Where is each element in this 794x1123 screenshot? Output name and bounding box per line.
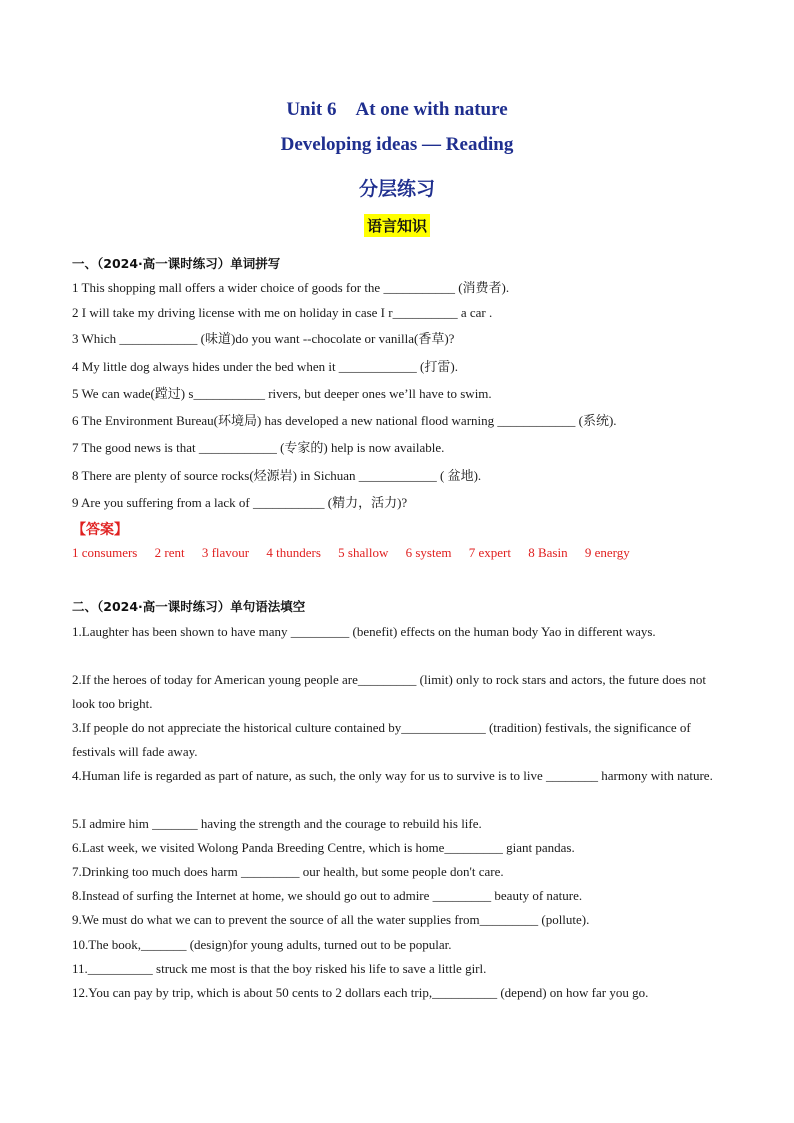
s2-item-5: 5.I admire him _______ having the strength and the courage to rebuild his life.: [72, 816, 482, 831]
s2-item-12: 12.You can pay by trip, which is about 50 cents to 2 dollars each trip,__________ (depend) on how far you go.: [72, 985, 649, 1000]
section2-heading: 二、（2024·高一课时练习）单句语法填空: [72, 599, 306, 614]
exercise-title: 分层练习: [358, 178, 435, 200]
s2-item-7: 7.Drinking too much does harm _________ our health, but some people don't care.: [72, 864, 504, 879]
answer-item: 1 consumers: [72, 545, 138, 560]
s1-item-3: 3 Which ____________ (味道)do you want --chocolate or vanilla(香草)?: [72, 331, 455, 346]
answer-item: 3 flavour: [201, 545, 250, 560]
s1-item-8: 8 There are plenty of source rocks(烃源岩) in Sichuan ____________ ( 盆地).: [72, 468, 482, 483]
answer-item: 4 thunders: [266, 545, 321, 560]
s2-item-11: 11.__________ struck me most is that the boy risked his life to save a little girl.: [72, 961, 487, 976]
unit-title: Unit 6 At one with nature: [286, 99, 508, 120]
s2-item-1: 1.Laughter has been shown to have many _________ (benefit) effects on the human body Yao in different ways.: [72, 624, 656, 639]
lesson-title: Developing ideas — Reading: [280, 134, 514, 155]
language-knowledge-tag: 语言知识: [364, 214, 430, 237]
section1-heading: 一、（2024·高一课时练习）单词拼写: [72, 256, 281, 271]
answer-item: 2 rent: [154, 545, 185, 560]
answer-list: [72, 545, 644, 561]
s1-item-7: 7 The good news is that ____________ (专家的) help is now available.: [72, 440, 445, 455]
s2-item-4: 4.Human life is regarded as part of nature, as such, the only way for us to survive is to live ________ harmony with nature.: [72, 768, 713, 783]
answer-item: 7 expert: [468, 545, 511, 560]
s1-item-9: 9 Are you suffering from a lack of ___________ (精力，活力)?: [72, 495, 408, 510]
s2-item-8: 8.Instead of surfing the Internet at home, we should go out to admire _________ beauty of nature.: [72, 888, 583, 903]
s1-item-2: 2 I will take my driving license with me on holiday in case I r__________ a car .: [72, 305, 493, 320]
s2-item-3: 3.If people do not appreciate the historical culture contained by_____________ (tradition) festivals, the significance of festivals will fade away.: [72, 720, 691, 759]
s2-item-2: 2.If the heroes of today for American young people are_________ (limit) only to rock stars and actors, the future does not look too bright.: [72, 672, 706, 711]
s1-item-5: 5 We can wade(蹚过) s___________ rivers, but deeper ones we’ll have to swim.: [72, 386, 492, 401]
answer-item: 5 shallow: [338, 545, 389, 560]
answer-label: 【答案】: [72, 522, 128, 538]
s2-item-10: 10.The book,_______ (design)for young adults, turned out to be popular.: [72, 937, 452, 952]
answer-item: 8 Basin: [528, 545, 568, 560]
s1-item-1: 1 This shopping mall offers a wider choice of goods for the ___________ (消费者).: [72, 280, 510, 295]
answer-item: 6 system: [405, 545, 452, 560]
s2-item-9: 9.We must do what we can to prevent the source of all the water supplies from_________ (pollute).: [72, 912, 590, 927]
s1-item-4: 4 My little dog always hides under the bed when it ____________ (打雷).: [72, 359, 458, 374]
tag-row: [0, 214, 794, 237]
s2-item-6: 6.Last week, we visited Wolong Panda Breeding Centre, which is home_________ giant pandas.: [72, 840, 575, 855]
s1-item-6: 6 The Environment Bureau(环境局) has developed a new national flood warning ____________ (系统).: [72, 413, 617, 428]
answer-item: 9 energy: [584, 545, 630, 560]
